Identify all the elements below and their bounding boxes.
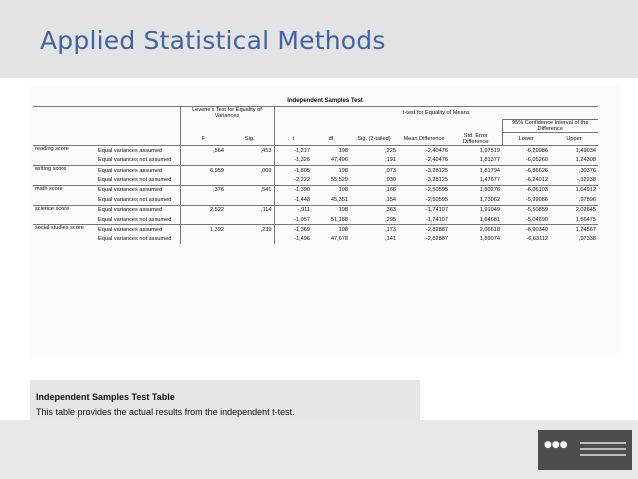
cell-se: 1,47677 <box>479 176 500 183</box>
cell-lower: -6,05260 <box>525 157 548 164</box>
cell-md: -2,50595 <box>425 196 448 203</box>
variable-name: social studies score <box>35 225 84 232</box>
table-row <box>33 185 598 195</box>
cell-f: ,376 <box>180 185 226 195</box>
cell-se: 1,73062 <box>479 196 500 203</box>
cell-md: -2,40476 <box>425 147 448 154</box>
table-row <box>33 175 598 185</box>
variable-name: reading score <box>35 146 69 153</box>
cell-df: 47,678 <box>330 236 348 243</box>
cell-lower: -6,24012 <box>525 176 548 183</box>
cell-se: 1,64681 <box>479 216 500 223</box>
levene-header: Levene's Test for Equality of Variances <box>180 107 274 120</box>
cell-df: 51,188 <box>330 216 348 223</box>
col-mean-diff: Mean Difference <box>403 135 445 142</box>
cell-t: -1,057 <box>274 215 312 225</box>
cell-lower: -6,86626 <box>525 167 548 174</box>
logo-icon: ●●● <box>544 440 568 450</box>
table-row <box>33 225 598 235</box>
ci-header: 95% Confidence Interval of the Difference <box>502 119 598 132</box>
cell-sig: ,114 <box>261 207 272 214</box>
col-upper: Upper <box>550 133 598 146</box>
cell-md: -2,82887 <box>425 236 448 243</box>
cell-df: 47,496 <box>330 157 348 164</box>
cell-df: 198 <box>338 167 348 174</box>
cell-upper: 2,02645 <box>575 207 596 214</box>
cell-f: 2,522 <box>180 205 226 215</box>
cell-t: -1,448 <box>274 195 312 205</box>
cell-md: -1,74107 <box>425 216 448 223</box>
col-se-diff: Std. Error Difference <box>463 132 489 146</box>
cell-df: 198 <box>338 147 348 154</box>
cell-t: -1,390 <box>274 185 312 195</box>
table-title: Independent Samples Test <box>287 98 363 104</box>
table-row <box>33 195 598 205</box>
slide-header <box>0 0 638 78</box>
cell-df: 198 <box>338 226 348 233</box>
cell-sig: ,453 <box>260 147 272 154</box>
cell-f <box>180 156 226 166</box>
cell-sig: ,239 <box>260 226 272 233</box>
cell-f <box>180 235 226 244</box>
col-df: df <box>328 135 334 142</box>
col-t: t <box>274 133 312 146</box>
cell-md: -2,82887 <box>425 226 448 233</box>
condition-label: Equal variances assumed <box>98 226 163 233</box>
cell-f: 1,392 <box>180 225 226 235</box>
variable-name: science score <box>35 205 70 212</box>
cell-lower: -6,63112 <box>526 236 548 243</box>
cell-lower: -5,04690 <box>525 216 548 223</box>
condition-label: Equal variances not assumed <box>98 157 172 164</box>
cell-t: -1,805 <box>274 166 312 176</box>
condition-label: Equal variances not assumed <box>98 196 172 203</box>
ttest-header: t-test for Equality of Means <box>274 107 598 120</box>
caption-text: This table provides the actual results from the independent t-test. <box>36 407 295 417</box>
table-row <box>33 166 598 176</box>
cell-sig <box>226 156 274 166</box>
cell-t: -1,217 <box>274 146 312 156</box>
variable-name: writing score <box>35 166 67 172</box>
condition-label: Equal variances not assumed <box>98 176 172 183</box>
cell-sig: ,009 <box>260 167 272 174</box>
cell-f <box>180 195 226 205</box>
cell-sig2: ,166 <box>385 187 396 194</box>
table-row <box>33 146 598 156</box>
cell-sig2: ,363 <box>385 207 396 214</box>
cell-upper: 1,56475 <box>575 216 596 223</box>
variable-name: math score <box>35 185 63 192</box>
col-f: F <box>180 133 226 146</box>
cell-md: -3,28125 <box>425 176 448 183</box>
cell-f <box>180 215 226 225</box>
cell-sig2: ,225 <box>385 147 396 154</box>
cell-df: 198 <box>338 207 348 214</box>
caption-title: Independent Samples Test Table <box>36 392 175 402</box>
cell-df: 198 <box>338 187 348 194</box>
cell-f <box>180 175 226 185</box>
cell-upper: ,30376 <box>578 167 596 174</box>
cell-t: -1,326 <box>274 156 312 166</box>
institution-logo <box>538 430 632 470</box>
cell-se: 1,80276 <box>479 187 500 194</box>
cell-se: 1,97519 <box>479 147 500 154</box>
cell-sig2: ,141 <box>385 236 396 243</box>
cell-se: 1,91049 <box>479 207 500 214</box>
condition-label: Equal variances not assumed <box>98 216 172 223</box>
condition-label: Equal variances assumed <box>98 147 163 154</box>
col-sig2: Sig. (2-tailed) <box>357 135 391 142</box>
logo-line <box>580 442 626 444</box>
cell-f: 6,959 <box>180 166 226 176</box>
cell-sig2: ,154 <box>385 196 396 203</box>
logo-line <box>580 454 626 456</box>
cell-sig <box>226 235 274 244</box>
cell-se: 1,89074 <box>479 236 500 243</box>
slide-title: Applied Statistical Methods <box>40 26 386 55</box>
table-row <box>33 215 598 225</box>
cell-lower: -6,29986 <box>525 147 548 154</box>
cell-upper: 1,24567 <box>575 226 596 233</box>
cell-lower: -5,50859 <box>525 207 548 214</box>
table-image <box>30 86 620 358</box>
logo-line <box>580 448 626 450</box>
cell-upper: ,97338 <box>578 236 596 243</box>
cell-sig <box>226 195 274 205</box>
cell-t: -1,496 <box>274 235 312 244</box>
cell-f: ,564 <box>180 146 226 156</box>
table-row <box>33 205 598 215</box>
cell-md: -2,50595 <box>425 187 448 194</box>
cell-upper: 1,24308 <box>575 157 596 164</box>
cell-se: 1,81794 <box>479 167 500 174</box>
independent-samples-table <box>33 106 598 244</box>
cell-lower: -5,99086 <box>525 196 548 203</box>
cell-sig2: ,073 <box>385 167 396 174</box>
cell-lower: -6,06103 <box>525 187 548 194</box>
condition-label: Equal variances assumed <box>98 187 163 194</box>
condition-label: Equal variances assumed <box>98 167 163 174</box>
cell-lower: -6,90340 <box>525 226 548 233</box>
cell-t: -1,369 <box>274 225 312 235</box>
table-row <box>33 156 598 166</box>
cell-sig <box>226 175 274 185</box>
cell-se: 2,06618 <box>479 226 500 233</box>
cell-df: 45,351 <box>330 196 348 203</box>
cell-sig <box>226 215 274 225</box>
cell-upper: 1,04912 <box>575 187 596 194</box>
cell-sig2: ,295 <box>385 216 396 223</box>
condition-label: Equal variances assumed <box>98 207 163 214</box>
cell-sig2: ,173 <box>385 226 396 233</box>
table-row <box>33 235 598 244</box>
cell-upper: -,32238 <box>577 176 596 183</box>
cell-md: -1,74107 <box>425 207 448 214</box>
cell-upper: ,97896 <box>578 196 596 203</box>
col-lower: Lower <box>502 133 550 146</box>
cell-t: -,911 <box>274 205 312 215</box>
cell-md: -2,40476 <box>425 157 448 164</box>
cell-t: -2,222 <box>274 175 312 185</box>
cell-md: -3,28125 <box>425 167 448 174</box>
cell-sig2: ,030 <box>385 176 396 183</box>
cell-df: 55,529 <box>330 176 348 183</box>
cell-se: 1,81377 <box>479 157 500 164</box>
cell-upper: 1,49034 <box>575 147 596 154</box>
cell-sig2: ,191 <box>385 157 396 164</box>
condition-label: Equal variances not assumed <box>98 236 172 243</box>
cell-sig: ,541 <box>260 187 272 194</box>
col-sig: Sig. <box>244 135 255 142</box>
